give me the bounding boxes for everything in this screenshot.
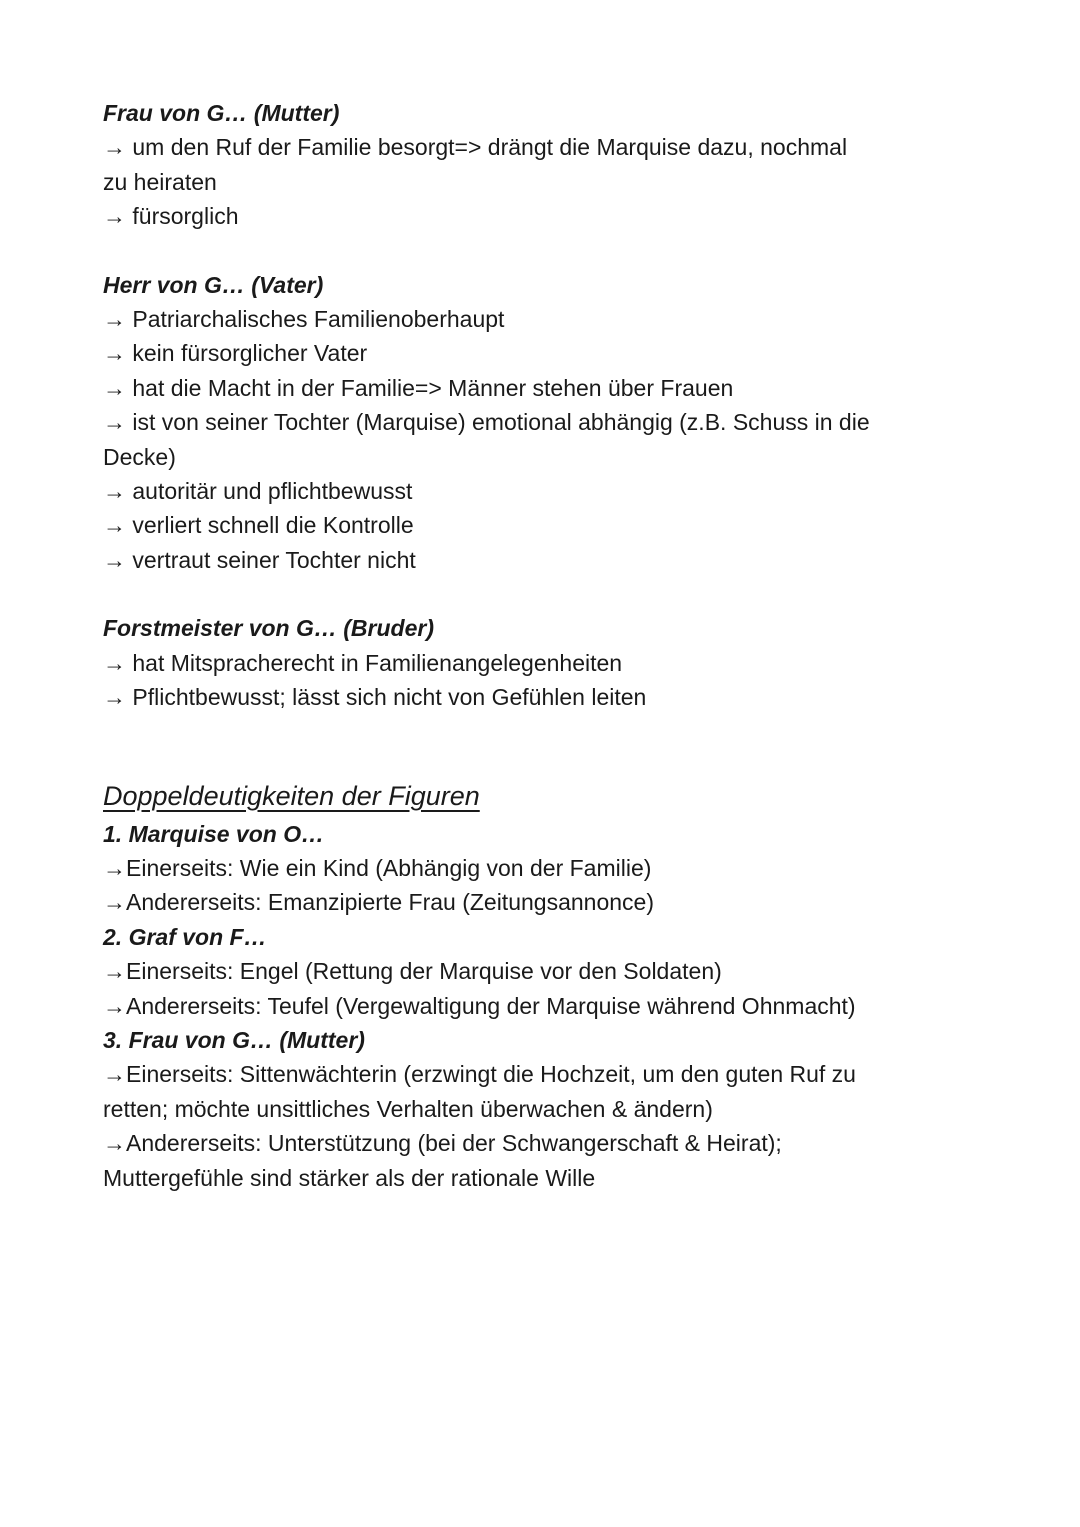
- note-line: → Pflichtbewusst; lässt sich nicht von Gefühlen leiten: [103, 684, 647, 711]
- ambiguity-heading: 3. Frau von G… (Mutter): [103, 1026, 365, 1053]
- note-line: → vertraut seiner Tochter nicht: [103, 546, 416, 573]
- section-herr-von-g: [103, 268, 1040, 578]
- ambiguity-item-frau: [103, 1023, 1040, 1195]
- note-line: Muttergefühle sind stärker als der rationale Wille: [103, 1164, 596, 1191]
- section-forstmeister-von-g: [103, 611, 1040, 714]
- note-line: → verliert schnell die Kontrolle: [103, 512, 414, 539]
- note-line: → ist von seiner Tochter (Marquise) emotional abhängig (z.B. Schuss in die: [103, 409, 870, 436]
- note-line: →Einerseits: Sittenwächterin (erzwingt die Hochzeit, um den guten Ruf zu: [103, 1061, 856, 1088]
- note-line: →Einerseits: Wie ein Kind (Abhängig von der Familie): [103, 854, 652, 881]
- ambiguity-item-graf: [103, 920, 1040, 1023]
- character-heading: Herr von G… (Vater): [103, 271, 324, 298]
- section-frau-von-g: [103, 96, 1040, 234]
- note-line: → autoritär und pflichtbewusst: [103, 478, 413, 505]
- character-heading: Frau von G… (Mutter): [103, 100, 340, 126]
- note-line: → um den Ruf der Familie besorgt=> drängt die Marquise dazu, nochmal: [103, 134, 848, 161]
- note-line: → kein fürsorglicher Vater: [103, 340, 368, 367]
- note-line: → Patriarchalisches Familienoberhaupt: [103, 306, 505, 333]
- ambiguity-heading: 2. Graf von F…: [103, 923, 267, 950]
- note-line: →Einerseits: Engel (Rettung der Marquise vor den Soldaten): [103, 958, 722, 985]
- note-line: → hat Mitspracherecht in Familienangelegenheiten: [103, 649, 623, 676]
- ambiguity-heading: 1. Marquise von O…: [103, 820, 325, 847]
- ambiguity-list: [103, 817, 1040, 1195]
- note-line: →Andererseits: Unterstützung (bei der Schwangerschaft & Heirat);: [103, 1130, 782, 1157]
- ambiguity-item-marquise: [103, 817, 1040, 920]
- note-line: → fürsorglich: [103, 203, 239, 230]
- note-line: → hat die Macht in der Familie=> Männer stehen über Frauen: [103, 374, 734, 401]
- note-line: →Andererseits: Teufel (Vergewaltigung der Marquise während Ohnmacht): [103, 992, 856, 1019]
- note-line: →Andererseits: Emanzipierte Frau (Zeitungsannonce): [103, 889, 654, 916]
- note-line: Decke): [103, 443, 176, 470]
- note-line: retten; möchte unsittliches Verhalten überwachen & ändern): [103, 1095, 713, 1122]
- note-line: zu heiraten: [103, 168, 217, 195]
- section-doppeldeutigkeiten: [103, 777, 1040, 1195]
- section-title: Doppeldeutigkeiten der Figuren: [103, 780, 480, 811]
- character-heading: Forstmeister von G… (Bruder): [103, 615, 434, 642]
